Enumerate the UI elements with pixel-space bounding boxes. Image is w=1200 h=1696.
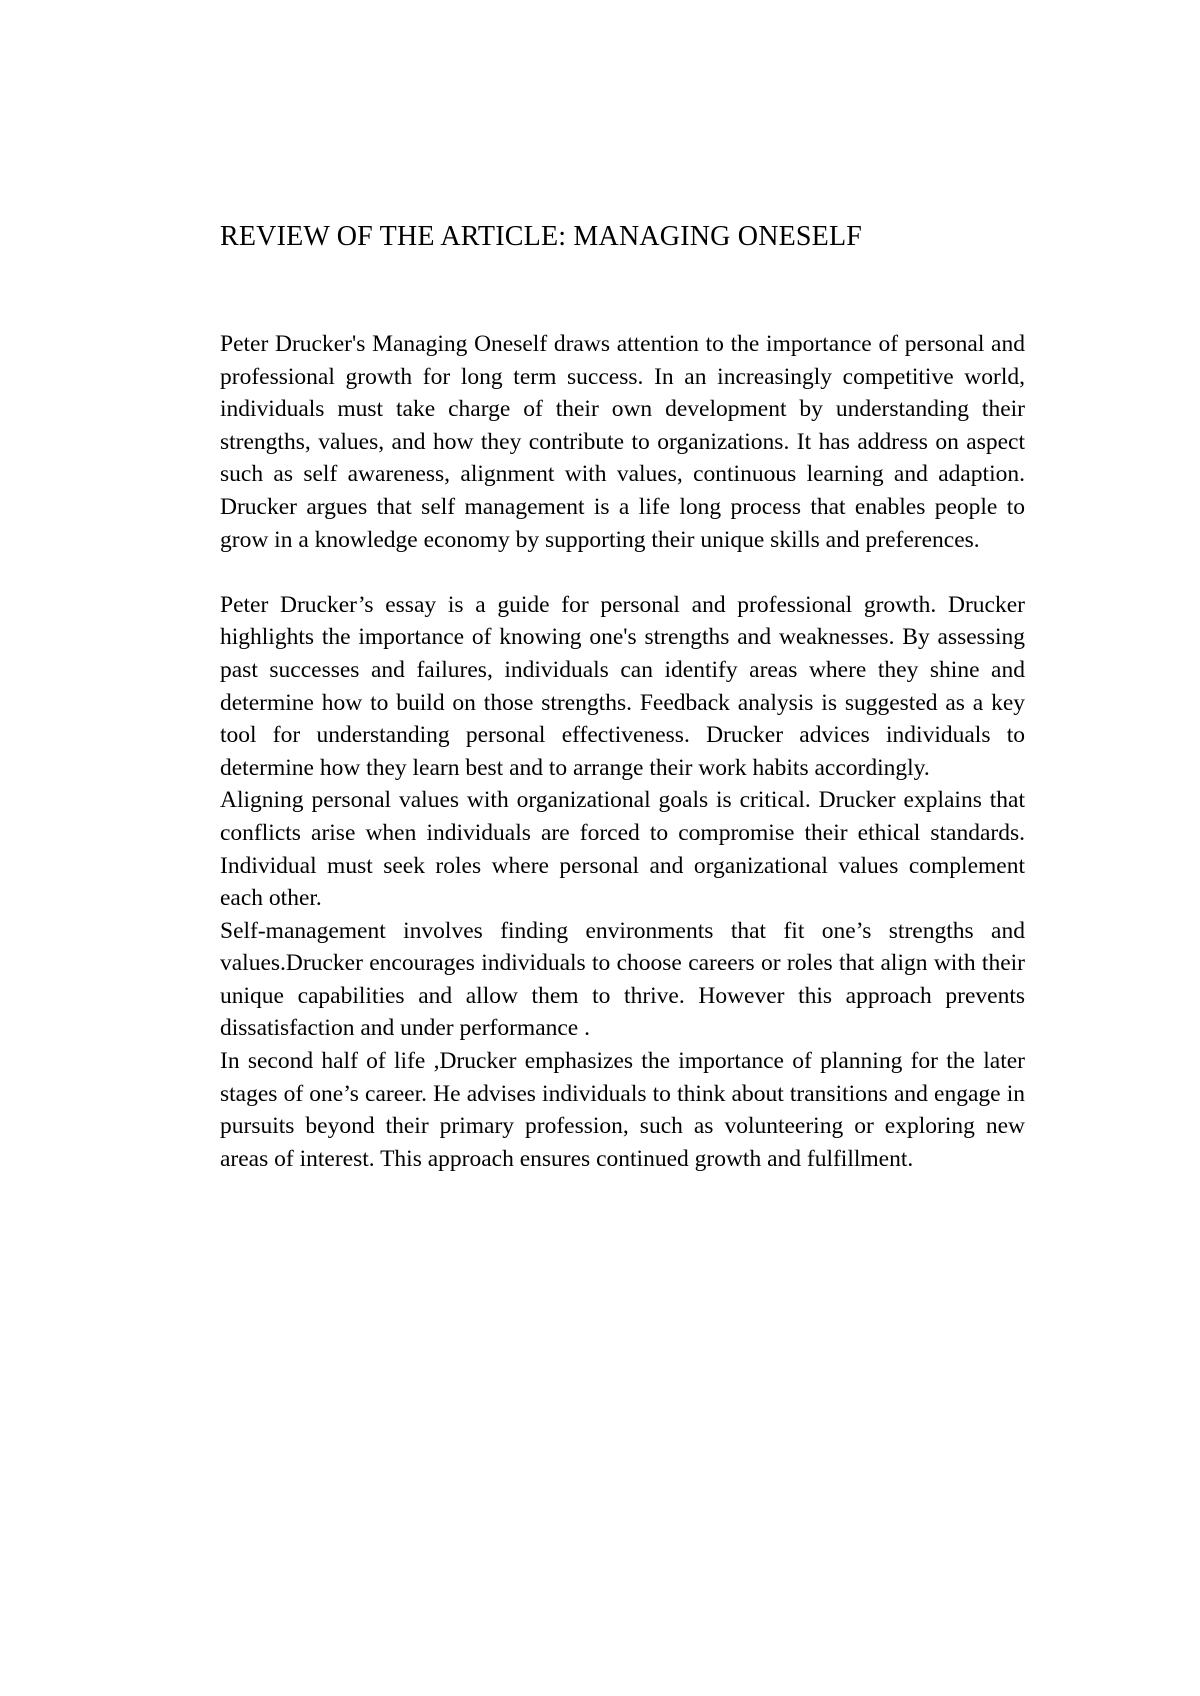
paragraph-second-half: In second half of life ,Drucker emphasizes the importance of planning for the later stages of one’s career. He advises individuals to think about transitions and engage in pursuits beyond their primary profession, such as volunteering or exploring new areas of interest. This approach ensures continued growth and fulfillment. — [220, 1048, 1025, 1172]
paragraph-spacer — [220, 556, 1025, 589]
paragraph-strengths: Peter Drucker’s essay is a guide for personal and professional growth. Drucker highlights the importance of knowing one's strengths and weaknesses. By assessing past successes and failures, individuals can identify areas where they shine and determine how to build on those strengths. Feedback analysis is suggested as a key tool for understanding personal effectiveness. Drucker advices individuals to determine how they learn best and to arrange their work habits accordingly. — [220, 591, 1025, 781]
paragraph-environments: Self-management involves finding environments that fit one’s strengths and values.Drucker encourages individuals to choose careers or roles that align with their unique capabilities and allow them to thrive. However this approach prevents dissatisfaction and under performance . — [220, 917, 1025, 1042]
document-body — [220, 328, 1025, 1175]
document-title: REVIEW OF THE ARTICLE: MANAGING ONESELF — [220, 221, 863, 252]
paragraph-intro: Peter Drucker's Managing Oneself draws attention to the importance of personal and professional growth for long term success. In an increasingly competitive world, individuals must take charge of their own development by understanding their strengths, values, and how they contribute to organizations. It has address on aspect such as self awareness, alignment with values, continuous learning and adaption. Drucker argues that self management is a life long process that enables people to grow in a knowledge economy by supporting their unique skills and preferences. — [220, 331, 1025, 553]
paragraph-values: Aligning personal values with organizational goals is critical. Drucker explains that conflicts arise when individuals are forced to compromise their ethical standards. Individual must seek roles where personal and organizational values complement each other. — [220, 787, 1025, 912]
